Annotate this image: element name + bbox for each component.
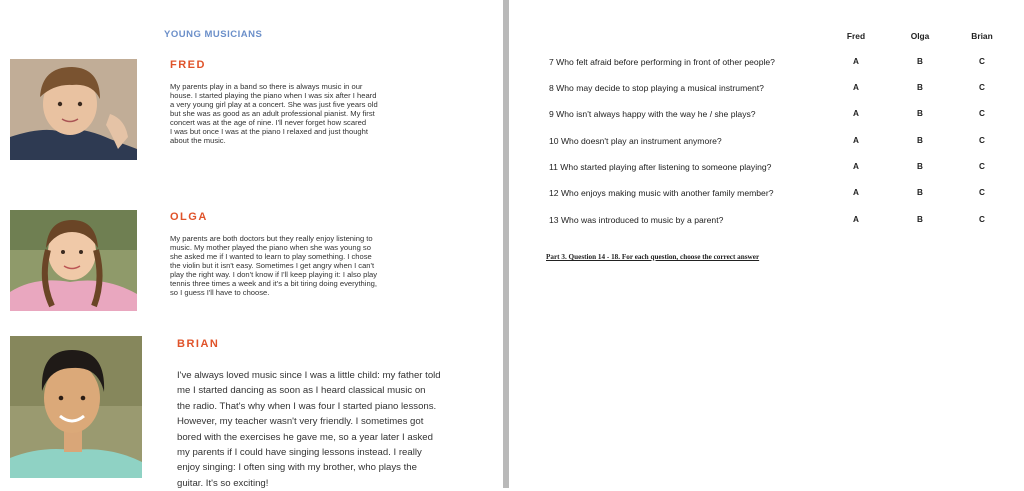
option-c[interactable]: C [979, 188, 985, 197]
text-line: a very young girl play at a concert. She was just five years old [170, 100, 378, 109]
question-text: 13 Who was introduced to music by a parent? [549, 215, 724, 225]
text-line: I've always loved music since I was a little child: my father told [177, 370, 441, 381]
column-header-fred: Fred [846, 31, 866, 41]
option-b[interactable]: B [917, 188, 923, 197]
text-line: However, my teacher wasn't very friendly. I sometimes got [177, 416, 424, 428]
olga-paragraph [170, 234, 470, 297]
text-line: My parents are both doctors but they really enjoy listening to [170, 234, 373, 243]
option-b[interactable]: B [917, 215, 923, 224]
option-a[interactable]: A [853, 215, 859, 224]
option-b[interactable]: B [917, 162, 923, 171]
question-text: 8 Who may decide to stop playing a musical instrument? [549, 83, 764, 93]
option-a[interactable]: A [853, 162, 859, 171]
column-header-olga: Olga [910, 31, 930, 41]
column-header-brian: Brian [971, 31, 993, 41]
text-line: music. My mother played the piano when she was young so [170, 243, 371, 252]
question-row [549, 215, 1009, 229]
option-a[interactable]: A [853, 83, 859, 92]
question-text: 11 Who started playing after listening to someone playing? [549, 162, 772, 172]
option-c[interactable]: C [979, 215, 985, 224]
question-row [549, 109, 1009, 123]
fred-photo [10, 59, 137, 160]
question-text: 12 Who enjoys making music with another family member? [549, 188, 774, 198]
option-b[interactable]: B [917, 57, 923, 66]
question-row [549, 136, 1009, 150]
text-line: tennis three times a week and it's a bit tiring doing everything, [170, 279, 378, 288]
text-line: so I guess I'll have to choose. [170, 288, 270, 297]
option-c[interactable]: C [979, 83, 985, 92]
option-b[interactable]: B [917, 136, 923, 145]
option-a[interactable]: A [853, 136, 859, 145]
olga-name: OLGA [170, 211, 208, 223]
text-line: but she was as good as an adult professional pianist. My first [170, 109, 375, 118]
option-b[interactable]: B [917, 83, 923, 92]
question-text: 7 Who felt afraid before performing in front of other people? [549, 57, 775, 67]
text-line: my parents if I could have singing lessons instead. I really [177, 447, 422, 459]
text-line: I was but once I was at the piano I relaxed and just thought [170, 127, 368, 136]
brian-photo [10, 336, 142, 478]
question-row [549, 162, 1009, 176]
text-line: house. I started playing the piano when I was six after I heard [170, 91, 377, 100]
text-line: the violin but it isn't easy. Sometimes I get angry when I can't [170, 261, 375, 270]
option-a[interactable]: A [853, 188, 859, 197]
option-c[interactable]: C [979, 162, 985, 171]
question-row [549, 188, 1009, 202]
text-line: about the music. [170, 136, 226, 145]
olga-photo [10, 210, 137, 311]
text-line: guitar. It's so exciting! [177, 477, 269, 489]
question-text: 9 Who isn't always happy with the way he / she plays? [549, 109, 756, 119]
text-line: the radio. That's why when I was four I started piano lessons. [177, 400, 437, 412]
option-c[interactable]: C [979, 136, 985, 145]
question-row [549, 57, 1009, 71]
text-line: play the right way. I don't know if I'll keep playing it: I also play [170, 270, 378, 279]
option-a[interactable]: A [853, 109, 859, 118]
brian-paragraph [177, 368, 477, 491]
text-line: concert was at the age of nine. I'll never forget how scared [170, 118, 367, 127]
text-line: bored with the exercises he gave me, so a year later I asked [177, 431, 433, 443]
right-page [509, 0, 1024, 488]
left-page [0, 0, 503, 488]
text-line: me I started dancing as soon as I heard classical music on [177, 385, 426, 397]
option-c[interactable]: C [979, 109, 985, 118]
option-b[interactable]: B [917, 109, 923, 118]
text-line: My parents play in a band so there is always music in our [170, 82, 363, 91]
section-title: YOUNG MUSICIANS [164, 29, 263, 40]
text-line: enjoy singing: I often sing with my brother, who plays the [177, 462, 417, 474]
option-a[interactable]: A [853, 57, 859, 66]
text-line: she asked me if I wanted to learn to play something. I chose [170, 252, 372, 261]
question-row [549, 83, 1009, 97]
brian-name: BRIAN [177, 338, 220, 350]
fred-name: FRED [170, 59, 206, 71]
part3-heading: Part 3. Question 14 - 18. For each question, choose the correct answer [546, 253, 760, 261]
question-text: 10 Who doesn't play an instrument anymore? [549, 136, 722, 146]
option-c[interactable]: C [979, 57, 985, 66]
fred-paragraph [170, 82, 470, 145]
